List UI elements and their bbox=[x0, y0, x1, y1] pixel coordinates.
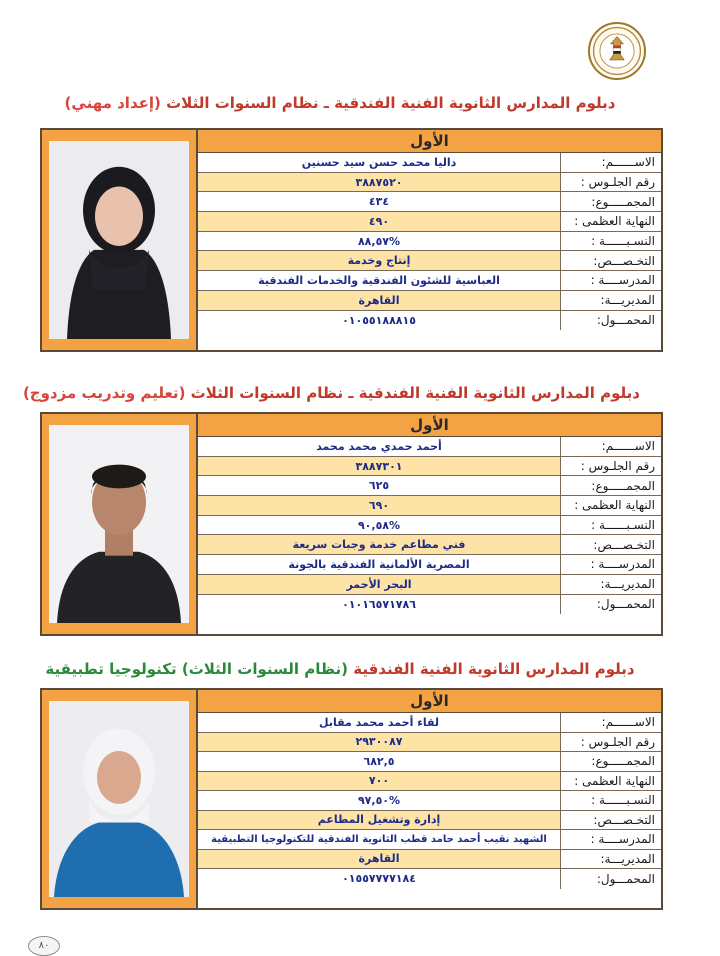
value-mobile: ٠١٠٥٥١٨٨٨١٥ bbox=[198, 311, 561, 331]
table-row-name bbox=[198, 437, 661, 457]
value-directorate: القاهرة bbox=[198, 291, 561, 310]
value-total: ٦٢٥ bbox=[198, 476, 561, 495]
section-3-card bbox=[40, 688, 663, 910]
label-max: النهاية العظمى : bbox=[561, 772, 661, 791]
value-mobile: ٠١٥٥٧٧٧٧١٨٤ bbox=[198, 869, 561, 889]
table-row-percent bbox=[198, 791, 661, 811]
table-row-total bbox=[198, 476, 661, 496]
section-3-table bbox=[198, 690, 661, 908]
label-seat: رقم الجلـوس : bbox=[561, 733, 661, 752]
label-directorate: المديريـــة: bbox=[561, 291, 661, 310]
student-photo bbox=[49, 141, 189, 339]
label-total: المجمـــــوع: bbox=[591, 478, 655, 493]
label-total: المجمـــــوع: bbox=[591, 194, 655, 209]
table-row-seat bbox=[198, 733, 661, 753]
table-row-mobile bbox=[198, 311, 661, 331]
label-school: المدرســــة : bbox=[590, 557, 655, 572]
label-directorate: المديريـــة: bbox=[561, 850, 661, 869]
label-name: الاســــــم: bbox=[601, 439, 655, 454]
student-photo bbox=[49, 701, 189, 897]
label-mobile: المحمـــول: bbox=[596, 871, 655, 886]
section-1-table bbox=[198, 130, 661, 350]
value-seat: ٣٨٨٧٥٢٠ bbox=[198, 173, 561, 192]
value-seat: ٣٨٨٧٣٠١ bbox=[198, 457, 561, 476]
section-3-rows bbox=[198, 713, 661, 908]
value-max: ٧٠٠ bbox=[198, 772, 561, 791]
label-seat: رقم الجلـوس : bbox=[561, 173, 661, 192]
table-row-max bbox=[198, 496, 661, 516]
table-row-specialty bbox=[198, 811, 661, 831]
label-specialty: التخـصـــص: bbox=[561, 811, 661, 830]
section-3-photo-frame bbox=[42, 690, 198, 908]
label-school: المدرســــة : bbox=[590, 832, 655, 847]
value-directorate: القاهرة bbox=[198, 850, 561, 869]
rank-title: الأول bbox=[198, 690, 661, 713]
table-row-seat bbox=[198, 457, 661, 477]
label-max: النهاية العظمى : bbox=[561, 496, 661, 515]
table-row-mobile bbox=[198, 869, 661, 889]
label-percent: النسـبــــــة : bbox=[591, 518, 655, 533]
value-specialty: إنتاج وخدمة bbox=[198, 251, 561, 270]
label-school: المدرســــة : bbox=[590, 273, 655, 288]
value-school: العباسية للشئون الفندقية والخدمات الفندقية bbox=[198, 271, 561, 290]
table-row-school bbox=[198, 555, 661, 575]
student-photo bbox=[49, 425, 189, 623]
table-row-mobile bbox=[198, 595, 661, 615]
table-row-total bbox=[198, 752, 661, 772]
label-specialty: التخـصـــص: bbox=[561, 251, 661, 270]
table-row-percent bbox=[198, 516, 661, 536]
section-1-heading-sub: (إعداد مهني) bbox=[64, 94, 161, 112]
table-row-name bbox=[198, 153, 661, 173]
value-name: لقاء أحمد محمد مقابل bbox=[198, 713, 561, 732]
section-2-rows bbox=[198, 437, 661, 634]
label-directorate: المديريـــة: bbox=[561, 575, 661, 594]
value-directorate: البحر الأحمر bbox=[198, 575, 561, 594]
table-row-directorate bbox=[198, 850, 661, 870]
table-row-max bbox=[198, 212, 661, 232]
value-school: الشهيد نقيب أحمد حامد قطب الثانوية الفندقية للتكنولوجيا التطبيقية bbox=[198, 830, 561, 849]
section-2-photo-frame bbox=[42, 414, 198, 634]
section-1-rows bbox=[198, 153, 661, 350]
table-row-directorate bbox=[198, 291, 661, 311]
label-seat: رقم الجلـوس : bbox=[561, 457, 661, 476]
label-name: الاســــــم: bbox=[601, 155, 655, 170]
value-mobile: ٠١٠١٦٥٧١٧٨٦ bbox=[198, 595, 561, 615]
value-school: المصرية الألمانية الفندقية بالجونة bbox=[198, 555, 561, 574]
section-1-heading-main: دبلوم المدارس الثانوية الفنية الفندقية ـ نظام السنوات الثلاث bbox=[166, 94, 616, 112]
label-specialty: التخـصـــص: bbox=[561, 535, 661, 554]
value-max: ٦٩٠ bbox=[198, 496, 561, 515]
section-3-heading bbox=[40, 658, 640, 680]
table-row-directorate bbox=[198, 575, 661, 595]
table-row-school bbox=[198, 271, 661, 291]
table-row-seat bbox=[198, 173, 661, 193]
section-1-card bbox=[40, 128, 663, 352]
value-percent: %٩٧,٥٠ bbox=[198, 791, 561, 810]
value-name: أحمد حمدي محمد محمد bbox=[198, 437, 561, 456]
label-percent: النسـبــــــة : bbox=[591, 793, 655, 808]
section-2-table bbox=[198, 414, 661, 634]
table-row-specialty bbox=[198, 251, 661, 271]
value-total: ٦٨٢,٥ bbox=[198, 752, 561, 771]
section-1-photo-frame bbox=[42, 130, 198, 350]
value-percent: %٨٨,٥٧ bbox=[198, 232, 561, 251]
section-2-heading-sub: (تعليم وتدريب مزدوج) bbox=[22, 384, 186, 402]
section-2-card bbox=[40, 412, 663, 636]
label-mobile: المحمـــول: bbox=[596, 313, 655, 328]
value-total: ٤٣٤ bbox=[198, 192, 561, 211]
section-3-heading-sub: (نظام السنوات الثلاث) تكنولوجيا تطبيقية bbox=[45, 660, 349, 678]
rank-title: الأول bbox=[198, 130, 661, 153]
table-row-max bbox=[198, 772, 661, 792]
ministry-logo bbox=[588, 22, 646, 80]
section-2-heading bbox=[22, 382, 640, 404]
table-row-school bbox=[198, 830, 661, 850]
page-number: ٨٠ bbox=[28, 936, 60, 956]
label-total: المجمـــــوع: bbox=[591, 754, 655, 769]
value-seat: ٢٩٣٠٠٨٧ bbox=[198, 733, 561, 752]
label-mobile: المحمـــول: bbox=[596, 597, 655, 612]
table-row-percent bbox=[198, 232, 661, 252]
section-1-heading bbox=[40, 92, 640, 114]
label-name: الاســــــم: bbox=[601, 715, 655, 730]
value-specialty: إدارة وتشغيل المطاعم bbox=[198, 811, 561, 830]
section-2-heading-main: دبلوم المدارس الثانوية الفنية الفندقية ـ نظام السنوات الثلاث bbox=[190, 384, 640, 402]
table-row-total bbox=[198, 192, 661, 212]
label-max: النهاية العظمى : bbox=[561, 212, 661, 231]
table-row-name bbox=[198, 713, 661, 733]
section-3-heading-main: دبلوم المدارس الثانوية الفنية الفندقية bbox=[353, 660, 635, 678]
table-row-specialty bbox=[198, 535, 661, 555]
value-name: داليا محمد حسن سيد حسنين bbox=[198, 153, 561, 172]
value-max: ٤٩٠ bbox=[198, 212, 561, 231]
rank-title: الأول bbox=[198, 414, 661, 437]
value-percent: %٩٠,٥٨ bbox=[198, 516, 561, 535]
label-percent: النسـبــــــة : bbox=[591, 234, 655, 249]
value-specialty: فني مطاعم خدمة وجبات سريعة bbox=[198, 535, 561, 554]
